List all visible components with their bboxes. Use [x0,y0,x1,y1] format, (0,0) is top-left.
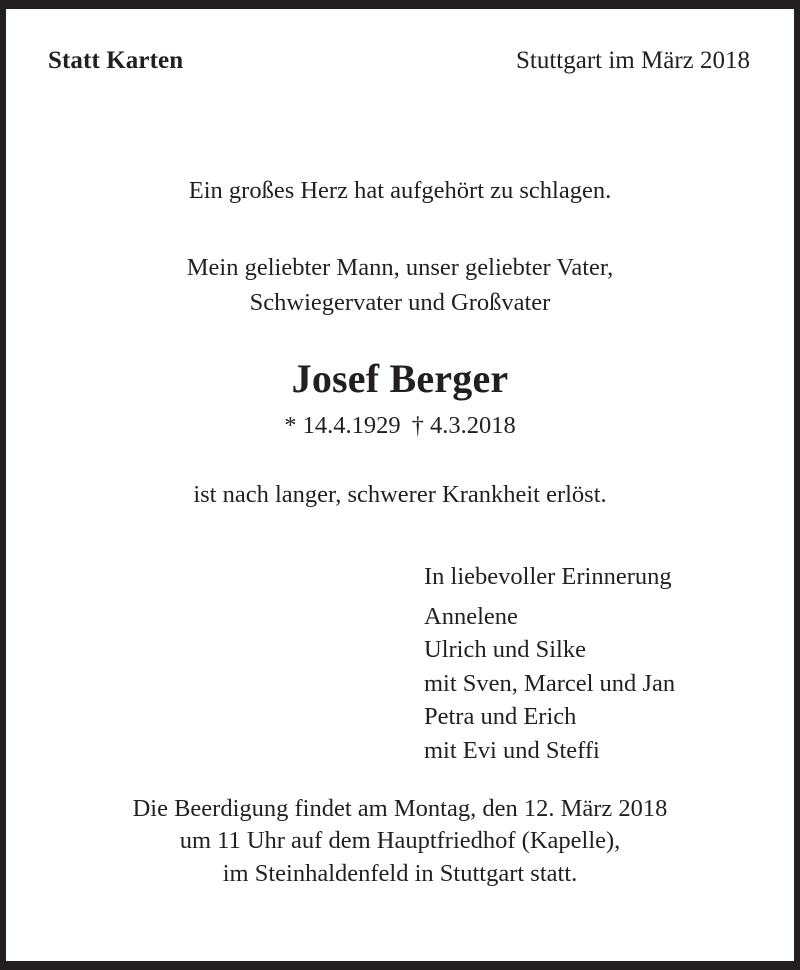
lead-sentence: Ein großes Herz hat aufgehört zu schlagen. [188,177,612,204]
funeral-details [32,793,768,890]
mourner-name: mit Sven, Marcel und Jan [424,669,676,697]
mourner-name: Ulrich und Silke [424,636,586,664]
place-and-date-label: Stuttgart im März 2018 [516,47,750,74]
birth-star-icon: * [284,411,297,439]
birth-date: 14.4.1929 [302,411,401,439]
closing-sentence: ist nach langer, schwerer Krankheit erlöst. [193,480,607,508]
statt-karten-label: Statt Karten [48,47,184,74]
relation-lines [32,251,768,321]
mourner-name: Petra und Erich [424,703,577,731]
death-date: 4.3.2018 [430,411,516,439]
relation-line-2: Schwiegervater und Großvater [249,288,551,316]
deceased-name: Josef Berger [291,355,509,401]
mourners-block [32,565,768,763]
funeral-line: im Steinhaldenfeld in Stuttgart statt. [222,859,578,887]
notice-body [32,177,768,890]
funeral-line: Die Beerdigung findet am Montag, den 12. März 2018 [132,795,668,823]
death-cross-icon: † [411,411,424,439]
life-dates [32,412,768,440]
mourner-name: Annelene [424,602,518,630]
header [32,9,768,75]
mourners-intro: In liebevoller Erinnerung [424,563,672,591]
funeral-line: um 11 Uhr auf dem Hauptfriedhof (Kapelle), [179,827,621,855]
relation-line-1: Mein geliebter Mann, unser geliebter Vater, [186,254,614,282]
obituary-content [6,9,794,961]
mourner-name: mit Evi und Steffi [424,736,600,764]
